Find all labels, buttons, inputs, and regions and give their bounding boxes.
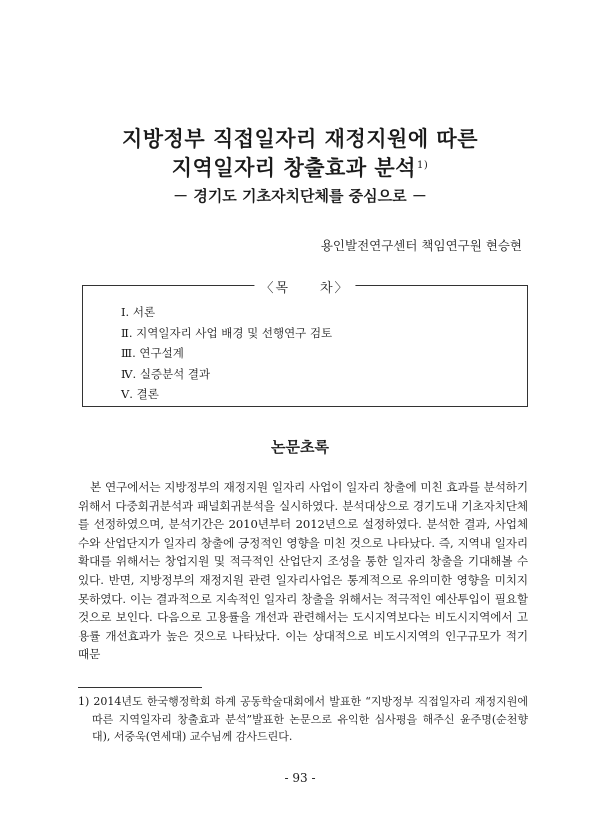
toc-item-number: Ⅲ. [121,346,136,360]
abstract-body: 본 연구에서는 지방정부의 재정지원 일자리 사업이 일자리 창출에 미친 효과를 분석하기 위해서 다중회귀분석과 패널회귀분석을 실시하였다. 분석대상으로 경기도내 기초자치단체를 선정하였으며, 분석기간은 2010년부터 2012년으로 설정하였다. 분석한 결과, 사업체수와 산업단지가 일자리 창출에 긍정적인 영향을 미친 것으로 나타났다. 즉, 지역내 일자리 확대를 위해서는 창업지원 및 적극적인 산업단지 조성을 통한 일자리 창출을 기대해볼 수 있다. 반면, 지방정부의 재정지원 관련 일자리사업은 통계적으로 유의미한 영향을 미치지 못하였다. 이는 결과적으로 지속적인 일자리 창출을 위해서는 적극적인 예산투입이 필요할 것으로 보인다. 다음으로 고용률을 개선과 관련해서는 도시지역보다는 비도시지역에서 고용률 개선효과가 높은 것으로 나타났다. 이는 상대적으로 비도시지역의 인구규모가 적기 때문 [78,480,528,662]
toc-heading: 〈목 차〉 [254,277,355,296]
toc-item-number: Ⅴ. [121,387,133,401]
toc-item [121,323,332,344]
toc-item-label: 실증분석 결과 [139,366,211,381]
table-of-contents [82,281,528,407]
toc-list [121,302,332,405]
toc-item [121,302,332,323]
title-footnote-mark: 1) [417,160,429,171]
toc-item-number: Ⅰ. [121,305,130,319]
toc-item-number: Ⅳ. [121,366,137,381]
toc-item-label: 결론 [136,387,159,401]
title-block [0,124,600,208]
toc-item-label: 연구설계 [139,346,184,360]
toc-item-label: 서론 [132,305,156,319]
subtitle: － 경기도 기초자치단체를 중심으로 － [173,187,427,205]
toc-item [121,343,332,364]
toc-item-number: Ⅱ. [121,325,133,340]
footnote-divider [78,687,202,688]
footnote: 1) 2014년도 한국행정학회 하계 공동학술대회에서 발표한 “지방정부 직접일자리 재정지원에 따른 지역일자리 창출효과 분석”발표한 논문으로 유익한 심사평을 해주신 윤주명(순천향대), 서중욱(연세대) 교수님께 감사드린다. [78,695,528,743]
toc-item [121,364,332,385]
author-line: 용인발전연구센터 책임연구원 현승현 [320,238,522,253]
title-line-2 [0,153,600,182]
page-number: - 93 - [284,771,316,785]
toc-item [121,384,332,405]
title-line-1: 지방정부 직접일자리 재정지원에 따른 [121,126,478,151]
toc-item-label: 지역일자리 사업 배경 및 선행연구 검토 [136,325,333,340]
abstract-heading: 논문초록 [271,438,329,456]
title-line-2-text: 지역일자리 창출효과 분석 [171,155,416,180]
